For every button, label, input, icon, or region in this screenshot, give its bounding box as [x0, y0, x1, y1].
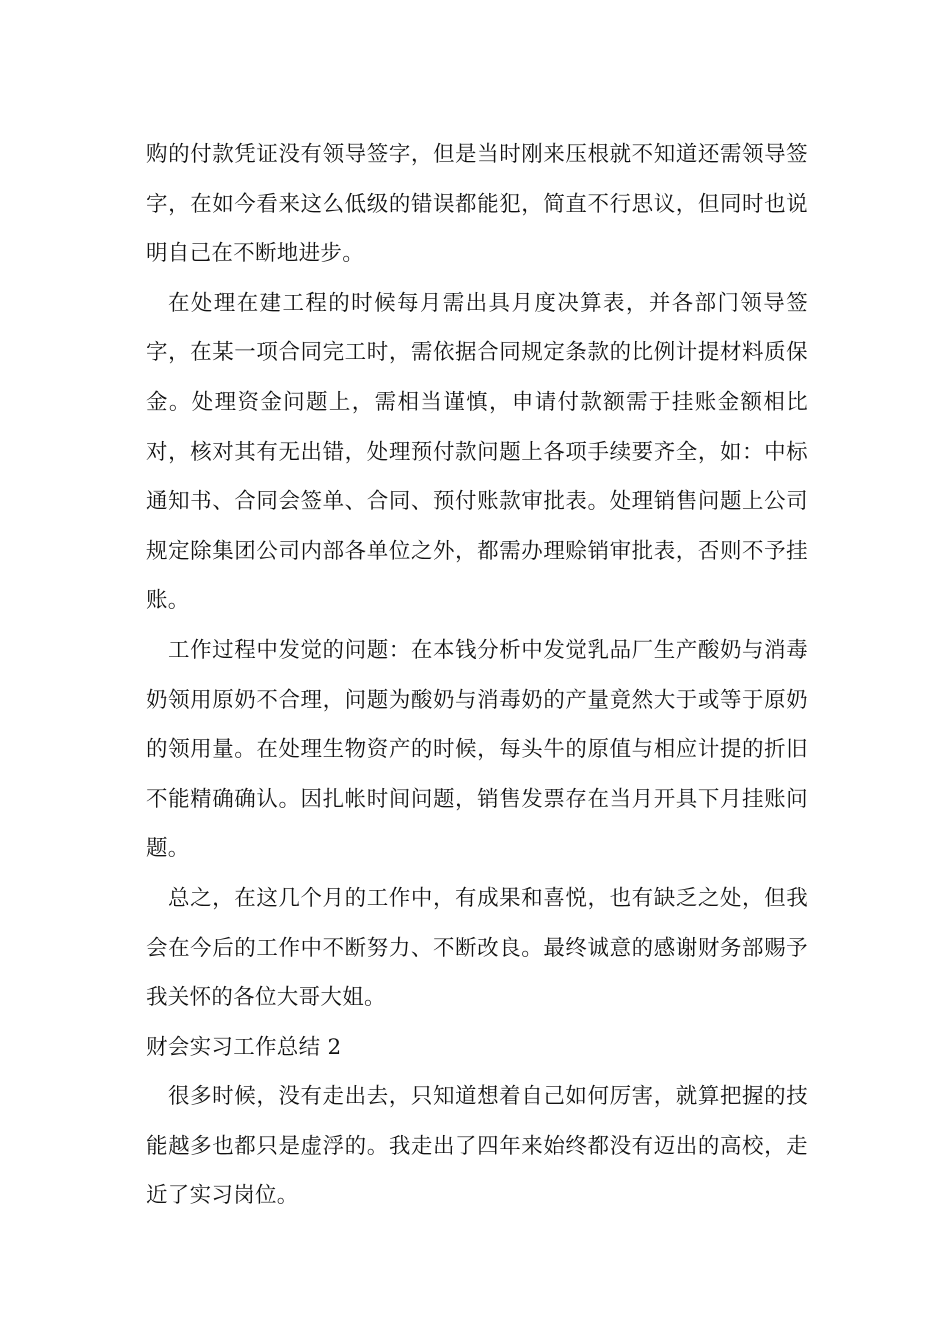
paragraph-conclusion: 总之，在这几个月的工作中，有成果和喜悦，也有缺乏之处，但我会在今后的工作中不断努力、不断改良。最终诚意的感谢财务部赐予我关怀的各位大哥大姐。 [146, 885, 808, 1011]
document-body [146, 130, 808, 1221]
section-title: 财会实习工作总结 2 [146, 1034, 342, 1060]
paragraph-problems-found: 工作过程中发觉的问题：在本钱分析中发觉乳品厂生产酸奶与消毒奶领用原奶不合理，问题为酸奶与消毒奶的产量竟然大于或等于原奶的领用量。在处理生物资产的时候，每头牛的原值与相应计提的折旧不能精确确认。因扎帐时间问题，销售发票存在当月开具下月挂账问题。 [146, 637, 808, 862]
paragraph-continuation: 购的付款凭证没有领导签字，但是当时刚来压根就不知道还需领导签字，在如今看来这么低级的错误都能犯，简直不行思议，但同时也说明自己在不断地进步。 [146, 142, 808, 267]
paragraph-construction-projects: 在处理在建工程的时候每月需出具月度决算表，并各部门领导签字，在某一项合同完工时，需依据合同规定条款的比例计提材料质保金。处理资金问题上，需相当谨慎，申请付款额需于挂账金额相比对，核对其有无出错，处理预付款问题上各项手续要齐全，如：中标通知书、合同会签单、合同、预付账款审批表。处理销售问题上公司规定除集团公司内部各单位之外，都需办理赊销审批表，否则不予挂账。 [146, 290, 808, 614]
paragraph-section-intro: 很多时候，没有走出去，只知道想着自己如何厉害，就算把握的技能越多也都只是虚浮的。我走出了四年来始终都没有迈出的高校，走近了实习岗位。 [146, 1084, 808, 1209]
